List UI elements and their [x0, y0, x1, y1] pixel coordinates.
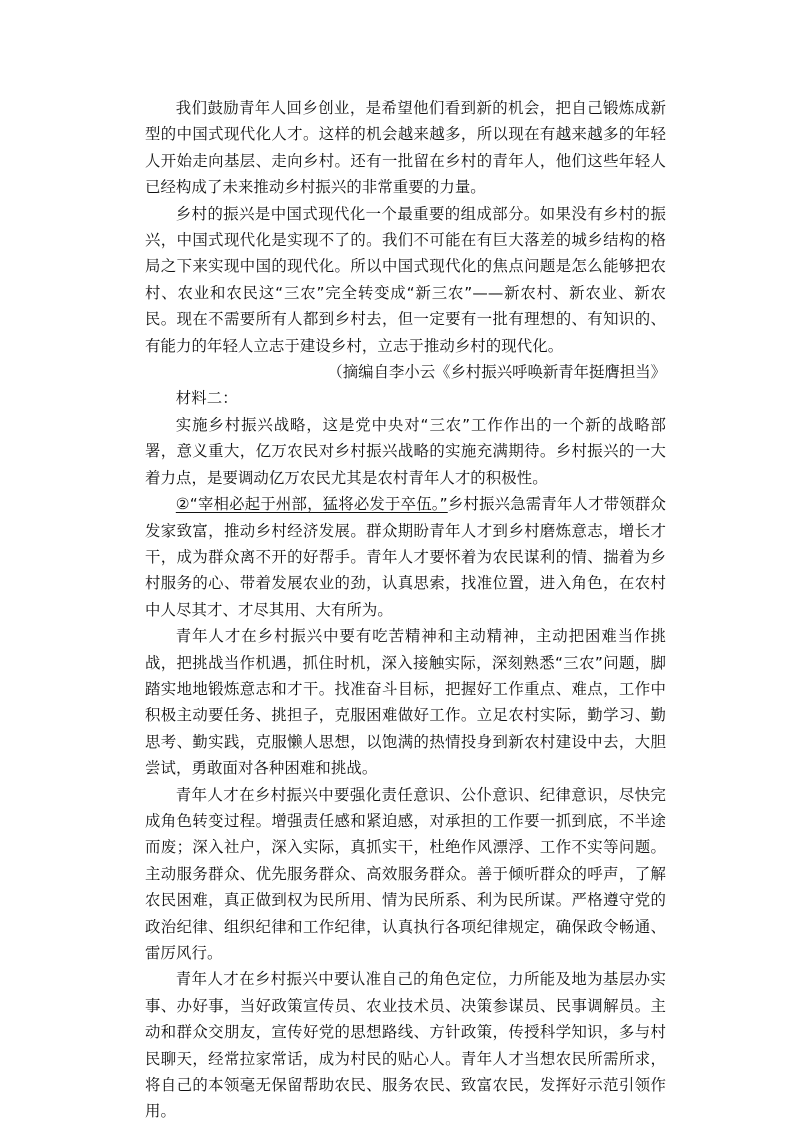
source-citation: （摘编自李小云《乡村振兴呼唤新青年挺膺担当》 [327, 363, 666, 382]
paragraph-2: 乡村的振兴是中国式现代化一个最重要的组成部分。如果没有乡村的振兴，中国式现代化是实现不了的。我们不可能在有巨大落差的城乡结构的格局之下来实现中国的现代化。所以中国式现代化的焦点问题是怎么能够把农村、农业和农民这“三农”完全转变成“新三农”——新农村、新农业、新农民。现在不需要所有人都到乡村去，但一定要有一批有理想的、有知识的、有能力的年轻人立志于建设乡村，立志于推动乡村的现代化。 [145, 204, 666, 355]
paragraph-3: 实施乡村振兴战略，这是党中央对“三农”工作作出的一个新的战略部署，意义重大，亿万农民对乡村振兴战略的实施充满期待。乡村振兴的一大着力点，是要调动亿万农民尤其是农村青年人才的积极性。 [145, 415, 666, 487]
paragraph-4-rest: 乡村振兴急需青年人才带领群众发家致富，推动乡村经济发展。群众期盼青年人才到乡村磨炼意志，增长才干，成为群众离不开的好帮手。青年人才要怀着为农民谋利的情、揣着为乡村服务的心、带着发展农业的劲，认真思索，找准位置，进入角色，在农村中人尽其才、才尽其用、大有所为。 [145, 495, 666, 619]
underlined-quote: ②“宰相必起于州部，猛将必发于卒伍。” [175, 495, 448, 514]
document-page [145, 95, 666, 1125]
paragraph-1: 我们鼓励青年人回乡创业，是希望他们看到新的机会，把自己锻炼成新型的中国式现代化人才。这样的机会越来越多，所以现在有越来越多的年轻人开始走向基层、走向乡村。还有一批留在乡村的青年人，他们这些年轻人已经构成了未来推动乡村振兴的非常重要的力量。 [145, 99, 666, 197]
material-two-heading: 材料二： [175, 389, 238, 408]
paragraph-5: 青年人才在乡村振兴中要有吃苦精神和主动精神，主动把困难当作挑战，把挑战当作机遇，抓住时机，深入接触实际，深刻熟悉“三农”问题，脚踏实地地锻炼意志和才干。找准奋斗目标，把握好工作重点、难点，工作中积极主动要任务、挑担子，克服困难做好工作。立足农村实际，勤学习、勤思考、勤实践，克服懒人思想，以饱满的热情投身到新农村建设中去，大胆尝试，勇敢面对各种困难和挑战。 [145, 627, 666, 778]
paragraph-7: 青年人才在乡村振兴中要认准自己的角色定位，力所能及地为基层办实事、办好事，当好政策宣传员、农业技术员、决策参谋员、民事调解员。主动和群众交朋友，宣传好党的思想路线、方针政策，传授科学知识，多与村民聊天，经常拉家常话，成为村民的贴心人。青年人才当想农民所需所求，将自己的本领毫无保留帮助农民、服务农民、致富农民，发挥好示范引领作用。 [145, 970, 666, 1121]
paragraph-4 [145, 491, 666, 623]
paragraph-6: 青年人才在乡村振兴中要强化责任意识、公仆意识、纪律意识，尽快完成角色转变过程。增强责任感和紧迫感，对承担的工作要一抓到底，不半途而废；深入社户，深入实际，真抓实干，杜绝作风漂浮、工作不实等问题。主动服务群众、优先服务群众、高效服务群众。善于倾听群众的呼声，了解农民困难，真正做到权为民所用、情为民所系、利为民所谋。严格遵守党的政治纪律、组织纪律和工作纪律，认真执行各项纪律规定，确保政令畅通、雷厉风行。 [145, 785, 666, 962]
